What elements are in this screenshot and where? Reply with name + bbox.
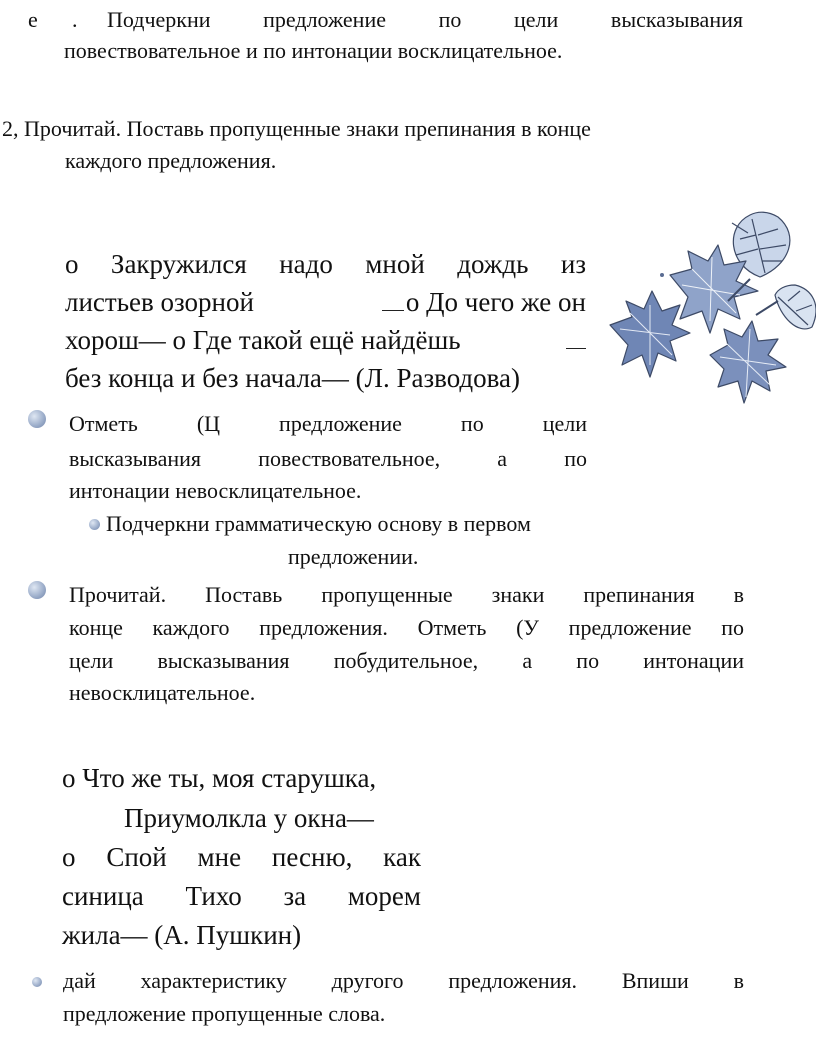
poem2-line2: Приумолкла у окна— [124,803,374,833]
task-2-line1: 2, Прочитай. Поставь пропущенные знаки препинания в конце [2,116,591,141]
bullet4-line1: дай характеристику другого предложения. Впиши в [63,968,744,993]
bullet2-line2: предложении. [288,544,419,569]
bullet-icon [32,977,42,987]
bullet1-line1: Отметь (Ц предложение по цели [69,411,587,436]
bullet2-line1: Подчеркни грамматическую основу в первом [106,511,531,536]
bullet-icon [28,581,46,599]
poem1-line2-b: о До чего же он [405,287,586,317]
task-e-dot: . [72,7,78,32]
poem2-line1: о Что же ты, моя старушка, [62,763,377,793]
bullet-icon [89,519,100,530]
bullet3-line4: невосклицательное. [69,680,256,705]
poem1-line2-a: листьев озорной [65,287,254,317]
answer-blank[interactable] [382,310,404,311]
bullet4-line2: предложение пропущенные слова. [63,1001,386,1026]
bullet3-line2: конце каждого предложения. Отметь (У предложение по [69,615,744,640]
poem1-line3 [65,327,586,354]
bullet3-line3: цели высказывания побудительное, а по интонации [69,648,744,673]
poem2-line5: жила— (А. Пушкин) [62,920,302,950]
task-e-marker: е [28,7,38,32]
task-2-line2: каждого предложения. [65,148,277,173]
bullet1-line3: интонации невосклицательное. [69,478,362,503]
answer-blank[interactable] [566,348,586,349]
poem1-line4: без конца и без начала— (Л. Разводова) [65,363,521,393]
poem2-line4: синица Тихо за морем [62,881,421,911]
bullet-icon [28,410,46,428]
bullet3-line1: Прочитай. Поставь пропущенные знаки препинания в [69,582,744,607]
task-e-line1: Подчеркни предложение по цели высказывания [107,7,743,32]
poem2-line3: о Спой мне песню, как [62,842,421,872]
poem1-line1: о Закружился надо мной дождь из [65,249,586,279]
autumn-leaves-icon [600,205,816,420]
task-e-line2: повествовательное и по интонации восклицательное. [64,38,563,63]
poem1-line2 [65,289,586,316]
poem1-line3-text: хорош— о Где такой ещё найдёшь [65,325,461,355]
bullet1-line2: высказывания повествовательное, а по [69,446,587,471]
